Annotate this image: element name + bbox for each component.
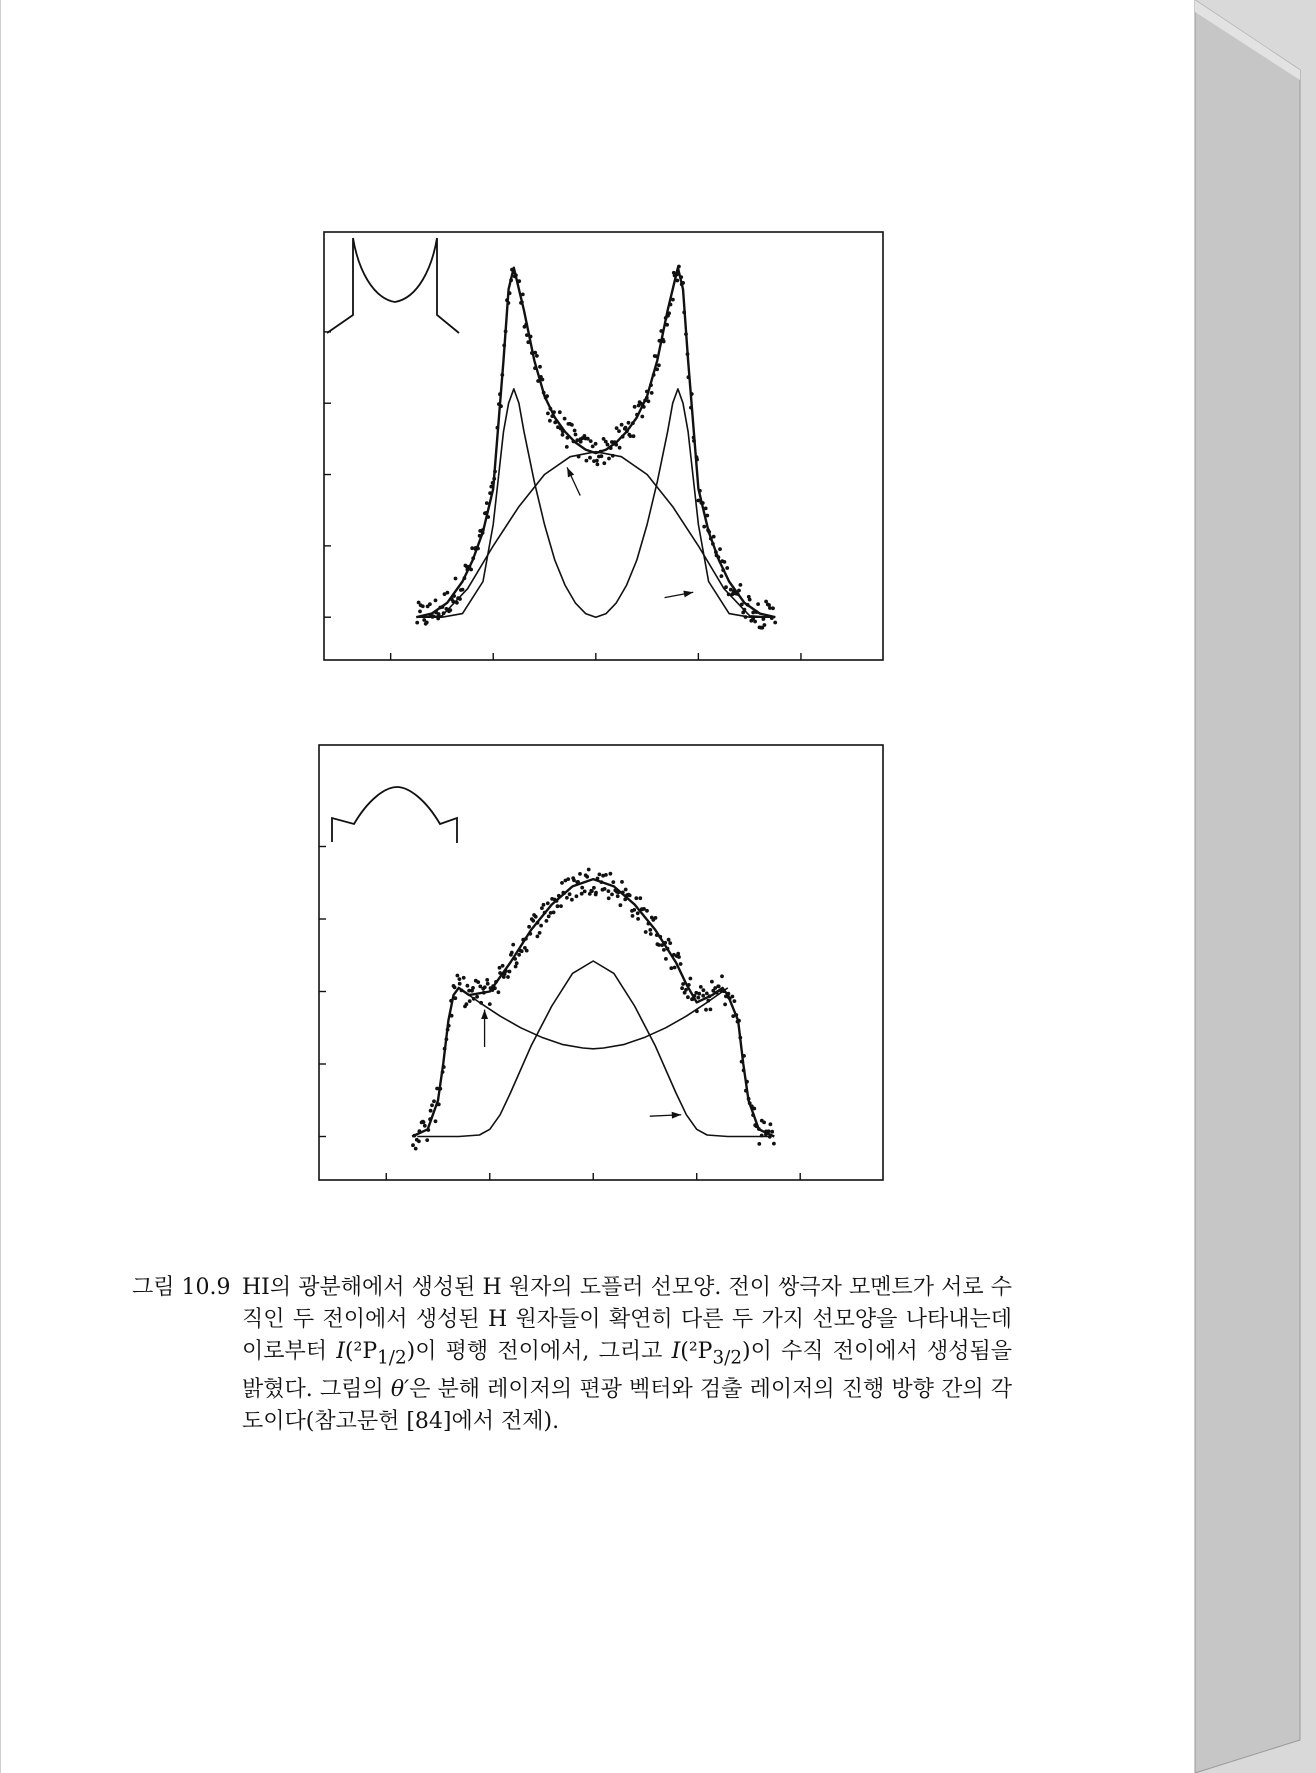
data-point — [689, 977, 693, 981]
data-point — [485, 978, 489, 982]
data-point — [498, 971, 502, 975]
data-point — [506, 975, 510, 979]
data-point — [472, 997, 476, 1001]
data-point — [570, 898, 574, 902]
data-point — [744, 1089, 748, 1093]
data-point — [515, 961, 519, 965]
data-point — [604, 873, 608, 877]
data-point — [425, 1138, 429, 1142]
data-point — [587, 868, 591, 872]
data-point — [575, 894, 579, 898]
data-point — [578, 872, 582, 876]
data-point — [445, 1037, 449, 1041]
data-point — [434, 1119, 438, 1123]
data-point — [596, 877, 600, 881]
data-point — [539, 924, 543, 928]
data-point — [624, 888, 628, 892]
caption-symbol-1-sub: 1/2 — [377, 1347, 407, 1369]
data-point — [536, 921, 540, 925]
data-point — [483, 985, 487, 989]
data-point — [705, 992, 709, 996]
data-point — [429, 1109, 433, 1113]
data-point — [663, 941, 667, 945]
data-point — [762, 1121, 766, 1125]
data-point — [669, 966, 673, 970]
data-point — [488, 1002, 492, 1006]
data-point — [598, 873, 602, 877]
data-point — [456, 974, 460, 978]
data-point — [527, 925, 531, 929]
data-point — [722, 989, 726, 993]
data-point — [709, 1008, 713, 1012]
data-point — [717, 985, 721, 989]
data-point — [760, 1134, 764, 1138]
data-point — [733, 999, 737, 1003]
data-point — [447, 1024, 451, 1028]
caption-text-1: HI의 광분해에서 생성된 H 원자의 도플러 선모양. 전이 쌍극자 모멘트가 서로 수직인 두 전이에서 생성된 H 원자들이 확연히 다른 두 가지 선모양을 나타내는데 이로부터 — [242, 1275, 1012, 1364]
data-point — [619, 903, 623, 907]
data-point — [453, 986, 457, 990]
data-point — [418, 1129, 422, 1133]
data-point — [720, 974, 724, 978]
data-point — [679, 962, 683, 966]
data-point — [583, 890, 587, 894]
data-point — [772, 1142, 776, 1146]
data-point — [520, 949, 524, 953]
data-point — [430, 1103, 434, 1107]
curve-label-arrowhead — [672, 1112, 682, 1119]
data-point — [560, 881, 564, 885]
data-point — [742, 1069, 746, 1073]
data-point — [644, 930, 648, 934]
data-point — [441, 1070, 445, 1074]
data-point — [687, 983, 691, 987]
data-point — [543, 911, 547, 915]
data-point — [508, 970, 512, 974]
data-point — [453, 996, 457, 1000]
data-point — [740, 1060, 744, 1064]
data-point — [450, 1014, 454, 1018]
data-point — [634, 896, 638, 900]
data-point — [710, 980, 714, 984]
data-point — [751, 1113, 755, 1117]
data-point — [557, 894, 561, 898]
plot-frame — [319, 745, 883, 1180]
data-point — [664, 957, 668, 961]
data-point — [566, 877, 570, 881]
data-point — [748, 1101, 752, 1105]
data-point — [536, 935, 540, 939]
data-point — [747, 1097, 751, 1101]
data-point — [504, 969, 508, 973]
data-point — [432, 1099, 436, 1103]
data-point — [701, 994, 705, 998]
data-point — [616, 894, 620, 898]
data-point — [555, 899, 559, 903]
data-point — [497, 990, 501, 994]
data-point — [511, 943, 515, 947]
curve-label-arrowhead — [481, 1010, 488, 1019]
data-point — [623, 898, 627, 902]
data-point — [580, 886, 584, 890]
data-point — [585, 875, 589, 879]
data-point — [655, 933, 659, 937]
caption-text-2: )이 평행 전이에서, 그리고 — [406, 1339, 672, 1364]
data-point — [662, 948, 666, 952]
caption-body — [242, 1272, 1012, 1438]
caption-symbol-2-sub: 3/2 — [712, 1347, 742, 1369]
data-point — [723, 1003, 727, 1007]
data-point — [769, 1122, 773, 1126]
data-point — [738, 1036, 742, 1040]
series-fit-line — [412, 879, 774, 1136]
data-point — [666, 947, 670, 951]
inset-profile — [332, 787, 457, 843]
data-point — [462, 976, 466, 980]
caption-symbol-2-arg: (²P — [680, 1339, 713, 1364]
data-point — [486, 982, 490, 986]
data-point — [542, 903, 546, 907]
data-point — [600, 880, 604, 884]
data-point — [576, 880, 580, 884]
data-point — [438, 1087, 442, 1091]
data-point — [607, 889, 611, 893]
data-point — [466, 984, 470, 988]
data-point — [734, 1013, 738, 1017]
data-point — [617, 890, 621, 894]
data-point — [517, 953, 521, 957]
data-point — [552, 911, 556, 915]
data-point — [757, 1127, 761, 1131]
data-point — [510, 951, 514, 955]
data-point — [628, 894, 632, 898]
caption-text-3: )이 수직 전이에서 생성됨을 밝혔다. 그림의 — [242, 1339, 1012, 1403]
data-point — [514, 965, 518, 969]
data-point — [545, 919, 549, 923]
data-point — [667, 938, 671, 942]
data-point — [468, 999, 472, 1003]
data-point — [475, 995, 479, 999]
data-point — [607, 896, 611, 900]
caption-text-4: 은 분해 레이저의 편광 벡터와 검출 레이저의 진행 방향 간의 각도이다(참고문헌 [84]에서 전제). — [242, 1377, 1012, 1435]
data-point — [538, 931, 542, 935]
data-point — [638, 896, 642, 900]
data-point — [677, 955, 681, 959]
data-point — [562, 891, 566, 895]
data-point — [636, 917, 640, 921]
data-point — [737, 1019, 741, 1023]
data-point — [704, 1008, 708, 1012]
data-point — [654, 916, 658, 920]
data-point — [428, 1117, 432, 1121]
data-point — [680, 986, 684, 990]
data-point — [482, 991, 486, 995]
data-point — [568, 892, 572, 896]
data-point — [426, 1128, 430, 1132]
data-point — [559, 904, 563, 908]
data-point — [621, 891, 625, 895]
data-point — [684, 988, 688, 992]
data-point — [460, 989, 464, 993]
figure-number: 그림 10.9 — [132, 1275, 231, 1300]
data-point — [745, 1080, 749, 1084]
data-point — [702, 988, 706, 992]
data-point — [590, 889, 594, 893]
caption-symbol-1-arg: (²P — [344, 1339, 378, 1364]
data-point — [686, 995, 690, 999]
data-point — [494, 980, 498, 984]
data-point — [458, 977, 462, 981]
data-point — [660, 943, 664, 947]
data-point — [423, 1124, 427, 1128]
data-point — [742, 1054, 746, 1058]
data-point — [668, 941, 672, 945]
data-point — [609, 872, 613, 876]
data-point — [458, 982, 462, 986]
data-point — [525, 949, 529, 953]
caption-theta: θ′ — [390, 1377, 410, 1403]
data-point — [580, 892, 584, 896]
data-point — [620, 880, 624, 884]
data-point — [437, 1103, 441, 1107]
data-point — [676, 952, 680, 956]
data-point — [631, 914, 635, 918]
data-point — [546, 901, 550, 905]
data-point — [501, 964, 505, 968]
data-point — [636, 911, 640, 915]
data-point — [645, 909, 649, 913]
data-point — [594, 891, 598, 895]
data-point — [513, 957, 517, 961]
data-point — [699, 985, 703, 989]
data-point — [592, 886, 596, 890]
data-point — [681, 982, 685, 986]
caption-symbol-1: I — [336, 1339, 345, 1364]
data-point — [770, 1130, 774, 1134]
data-point — [696, 996, 700, 1000]
data-point — [479, 1001, 483, 1005]
data-point — [476, 980, 480, 984]
data-point — [449, 999, 453, 1003]
data-point — [531, 919, 535, 923]
data-point — [715, 991, 719, 995]
data-point — [572, 878, 576, 882]
data-point — [442, 1065, 446, 1069]
data-point — [695, 1009, 699, 1013]
data-point — [465, 1002, 469, 1006]
data-point — [443, 1047, 447, 1051]
data-point — [752, 1107, 756, 1111]
data-point — [706, 999, 710, 1003]
data-point — [493, 986, 497, 990]
data-point — [767, 1129, 771, 1133]
data-point — [658, 935, 662, 939]
data-point — [446, 1028, 450, 1032]
data-point — [534, 915, 538, 919]
data-point — [528, 932, 532, 936]
data-point — [540, 906, 544, 910]
data-point — [673, 966, 677, 970]
data-point — [422, 1120, 426, 1124]
data-point — [727, 992, 731, 996]
data-point — [632, 908, 636, 912]
data-point — [603, 887, 607, 891]
data-point — [524, 937, 528, 941]
data-point — [647, 922, 651, 926]
data-point — [610, 893, 614, 897]
data-point — [411, 1143, 415, 1147]
data-point — [648, 928, 652, 932]
data-point — [556, 904, 560, 908]
data-point — [547, 915, 551, 919]
data-point — [611, 880, 615, 884]
data-point — [413, 1134, 417, 1138]
data-point — [417, 1139, 421, 1143]
data-point — [757, 1142, 761, 1146]
data-point — [565, 896, 569, 900]
data-point — [649, 932, 653, 936]
data-point — [697, 992, 701, 996]
caption-symbol-2: I — [671, 1339, 681, 1364]
data-point — [414, 1147, 418, 1151]
data-point — [471, 986, 475, 990]
data-point — [708, 994, 712, 998]
data-point — [768, 1135, 772, 1139]
data-point — [731, 995, 735, 999]
